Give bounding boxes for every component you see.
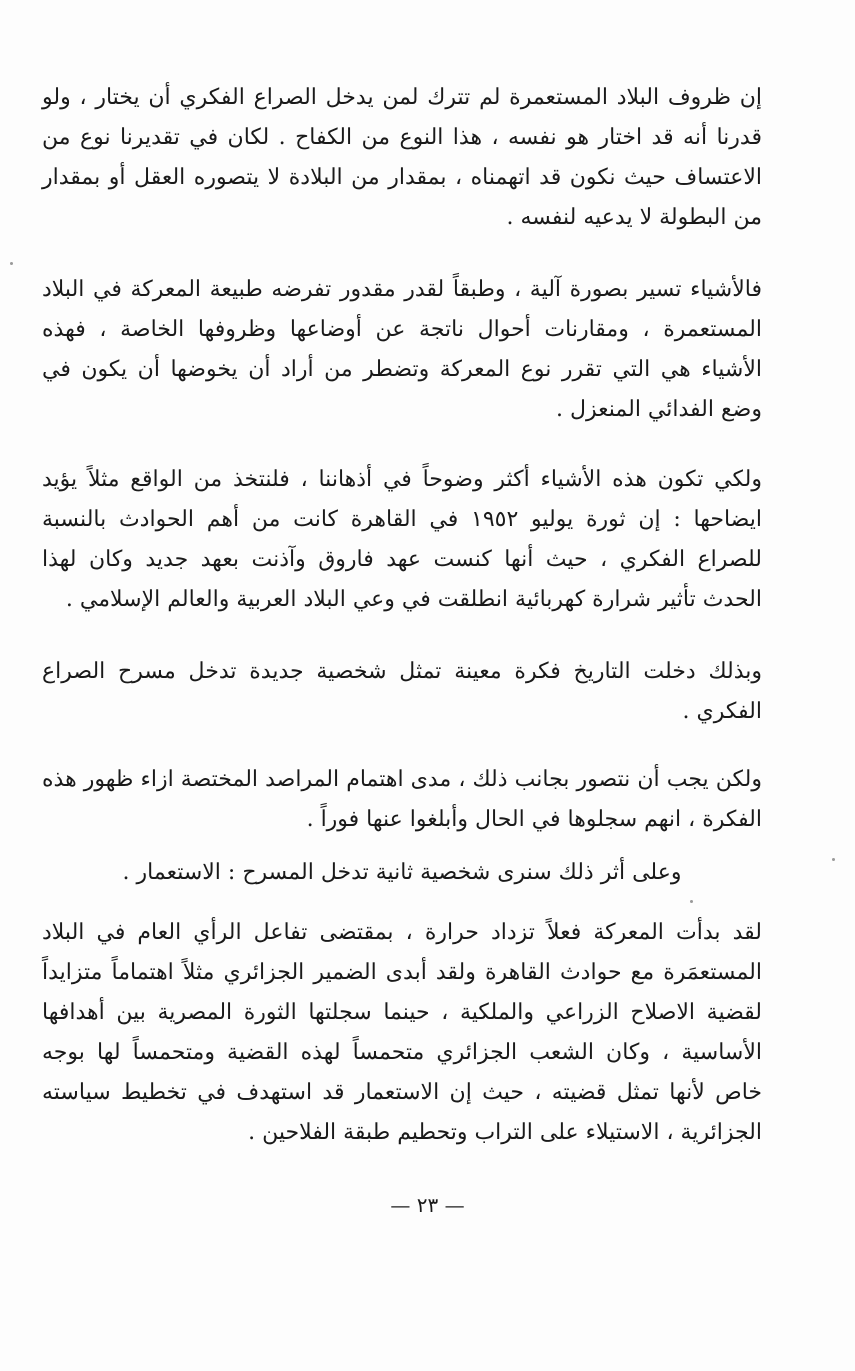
- page-number: — ٢٣ —: [390, 1193, 465, 1217]
- paragraph-1: [42, 78, 762, 238]
- paragraph-3: [42, 460, 762, 620]
- scan-speck-icon: [832, 858, 835, 861]
- paragraph-2-text: فالأشياء تسير بصورة آلية ، وطبقاً لقدر مقدور تفرضه طبيعة المعركة في البلاد المستعمرة ، ومقارنات أحوال ناتجة عن أوضاعها وظروفها الخاصة ، فهذه الأشياء هي التي تقرر نوع المعركة وتضطر من أراد أن يخوضها أن يكون في وضع الفدائي المنعزل .: [42, 277, 762, 422]
- paragraph-2: [42, 270, 762, 430]
- scan-speck-icon: [690, 900, 693, 903]
- paragraph-6: [42, 853, 762, 893]
- paragraph-1-text: إن ظروف البلاد المستعمرة لم تترك لمن يدخل الصراع الفكري أن يختار ، ولو قدرنا أنه قد اختار هو نفسه ، هذا النوع من الكفاح . لكان في تقديرنا نوع من الاعتساف حيث نكون قد اتهمناه ، بمقدار من البلادة لا يتصوره العقل أو بمقدار من البطولة لا يدعيه لنفسه .: [42, 85, 762, 230]
- paragraph-4: [42, 652, 762, 732]
- paragraph-6-text: وعلى أثر ذلك سنرى شخصية ثانية تدخل المسرح : الاستعمار .: [122, 860, 682, 885]
- paragraph-5-text: ولكن يجب أن نتصور بجانب ذلك ، مدى اهتمام المراصد المختصة ازاء ظهور هذه الفكرة ، انهم سجلوها في الحال وأبلغوا عنها فوراً .: [42, 767, 762, 832]
- paragraph-4-text: وبذلك دخلت التاريخ فكرة معينة تمثل شخصية جديدة تدخل مسرح الصراع الفكري .: [42, 659, 762, 724]
- scan-speck-icon: [10, 262, 13, 265]
- paragraph-5: [42, 760, 762, 840]
- paragraph-7-text: لقد بدأت المعركة فعلاً تزداد حرارة ، بمقتضى تفاعل الرأي العام في البلاد المستعمَرة مع حوادث القاهرة ولقد أبدى الضمير الجزائري مثلاً اهتماماً متزايداً لقضية الاصلاح الزراعي والملكية ، حينما سجلتها الثورة المصرية بين أهدافها الأساسية ، وكان الشعب الجزائري متحمساً لهذه القضية ومتحمساً لها بوجه خاص لأنها تمثل قضيته ، حيث إن الاستعمار قد استهدف في تخطيط سياسته الجزائرية ، الاستيلاء على التراب وتحطيم طبقة الفلاحين .: [42, 920, 762, 1145]
- paragraph-3-text: ولكي تكون هذه الأشياء أكثر وضوحاً في أذهاننا ، فلنتخذ من الواقع مثلاً يؤيد ايضاحها : إن ثورة يوليو ١٩٥٢ في القاهرة كانت من أهم الحوادث بالنسبة للصراع الفكري ، حيث أنها كنست عهد فاروق وآذنت بعهد جديد وكان لهذا الحدث تأثير شرارة كهربائية انطلقت في وعي البلاد العربية والعالم الإسلامي .: [42, 467, 762, 612]
- paragraph-7: [42, 913, 762, 1153]
